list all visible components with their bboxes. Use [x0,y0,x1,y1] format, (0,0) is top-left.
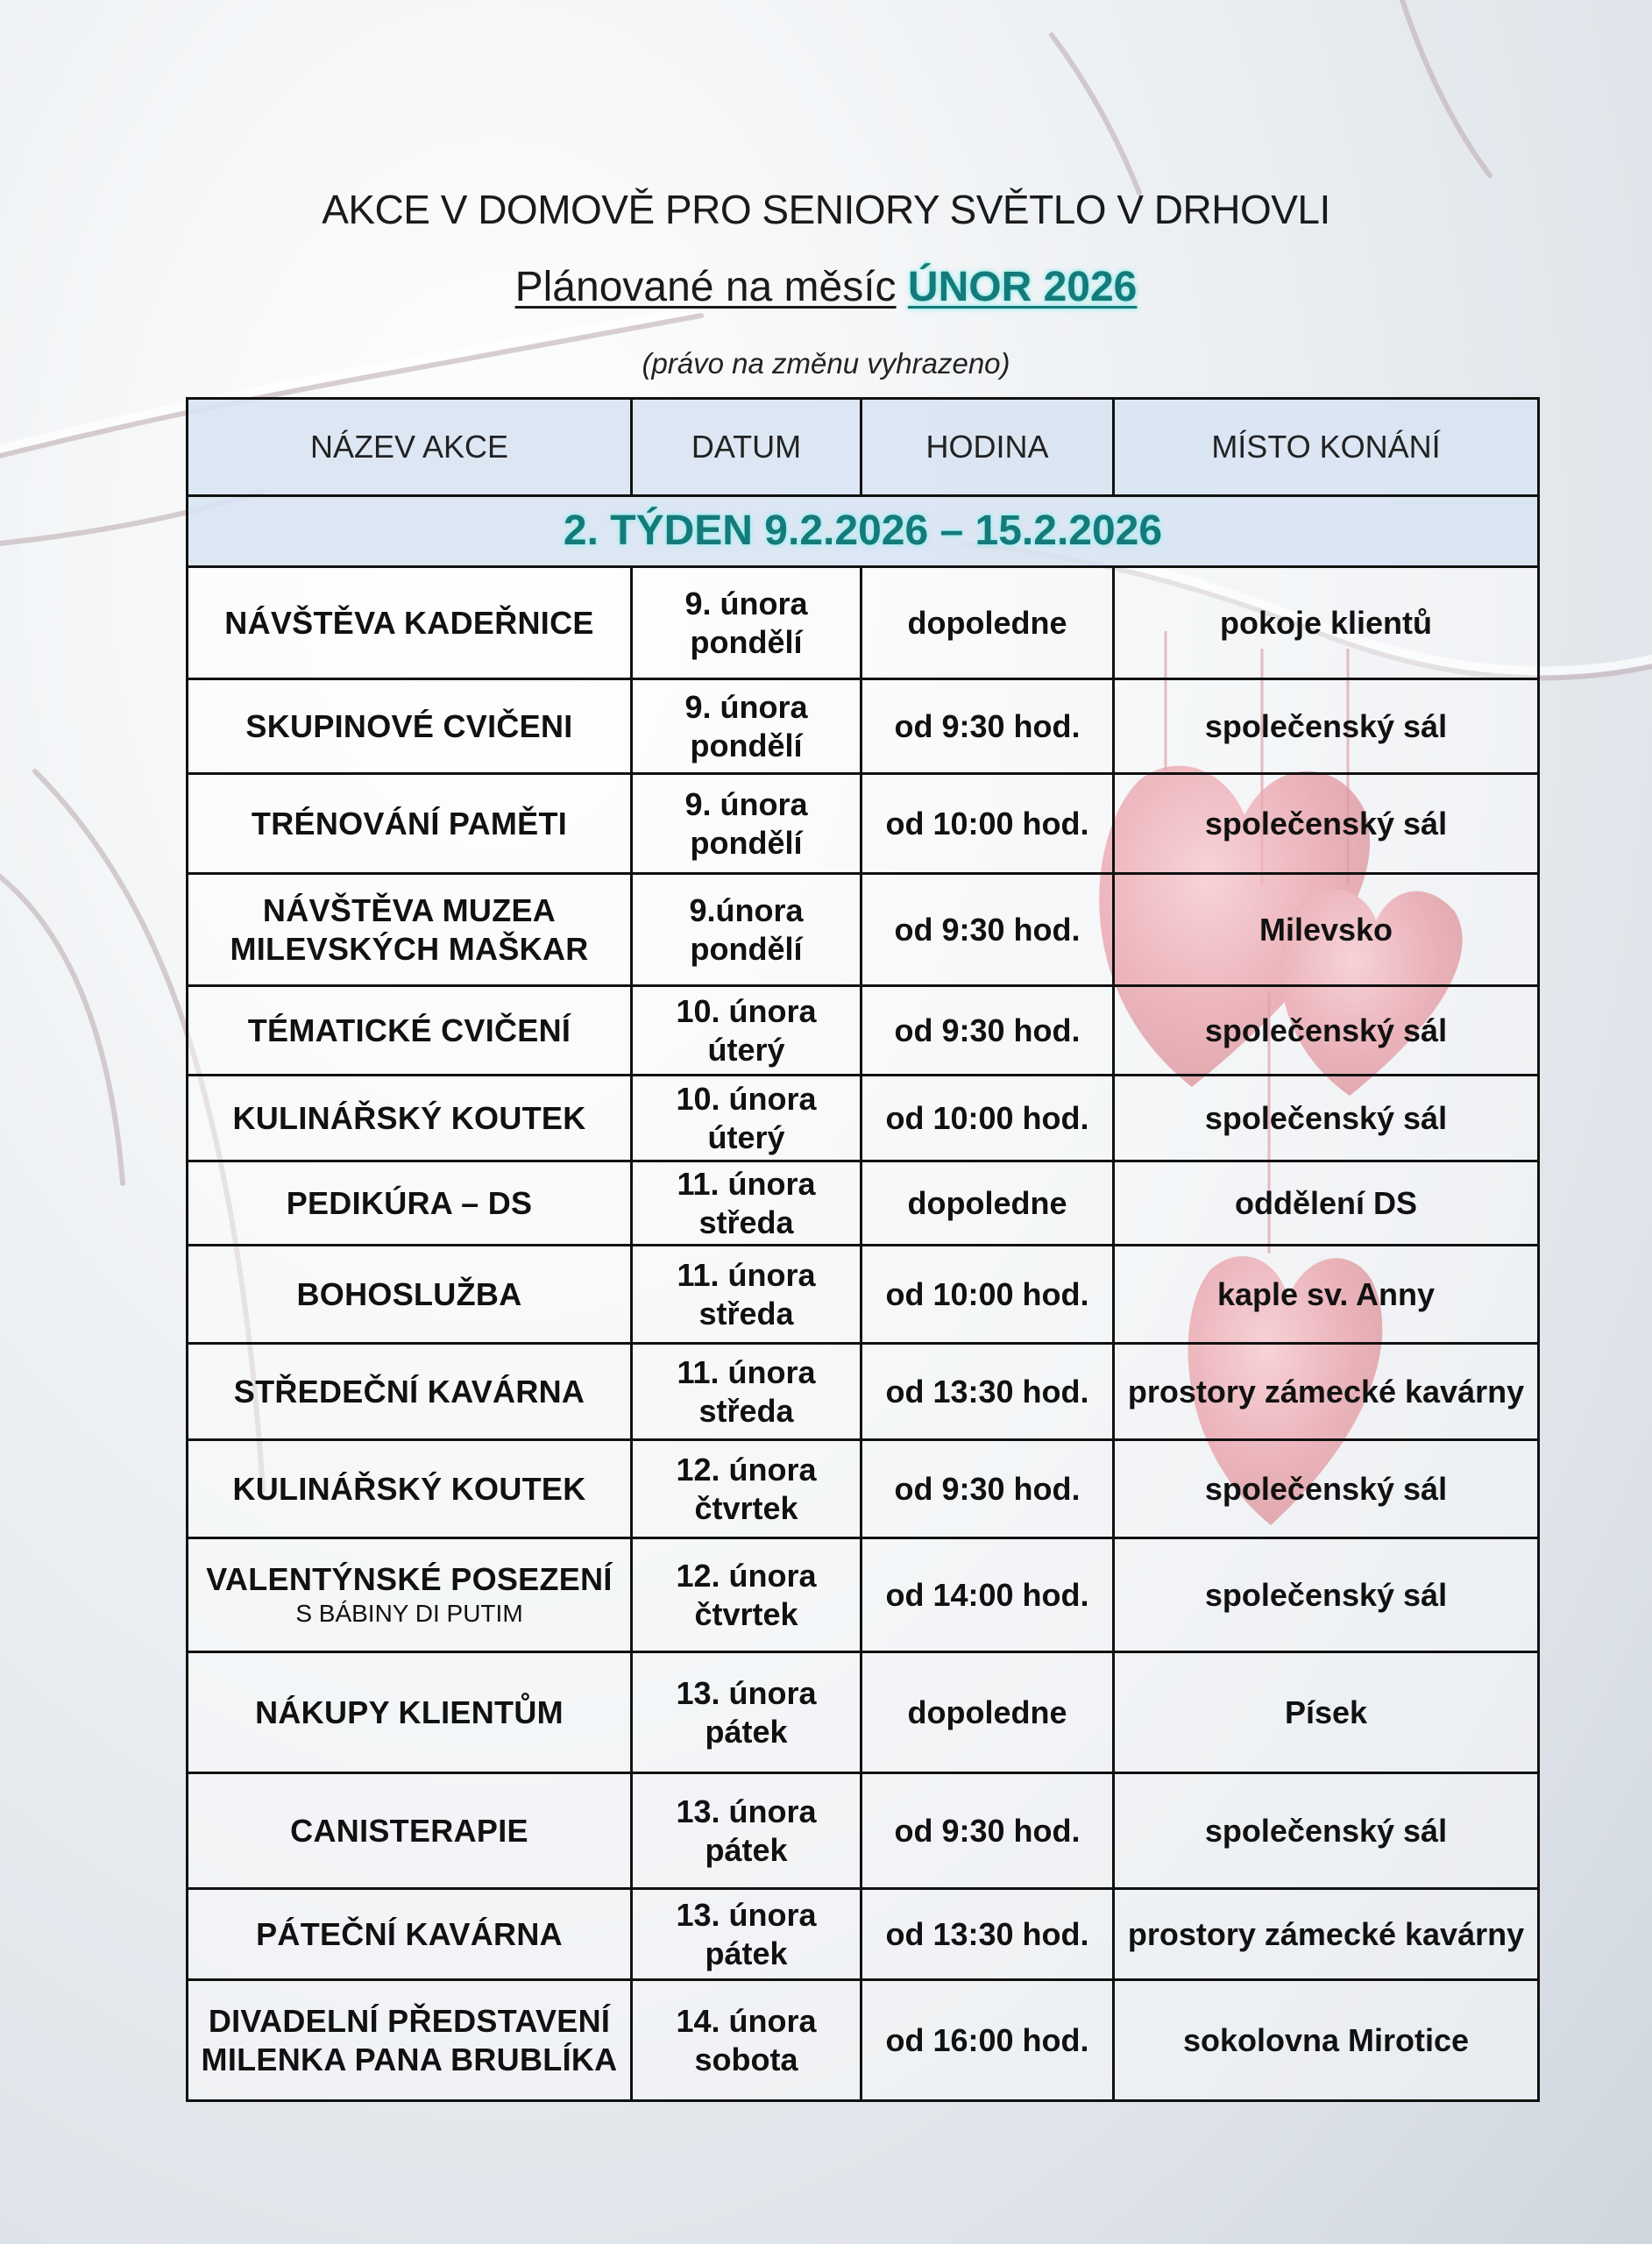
event-name-cell [188,1652,632,1773]
event-date: 9. února [684,585,808,621]
event-time: od 10:00 hod. [861,774,1114,874]
event-place: společenský sál [1114,986,1539,1076]
event-date: 10. února [676,1080,817,1117]
event-name-line2: MILEVSKÝCH MAŠKAR [230,930,589,967]
event-name-cell [188,1889,632,1980]
event-name-cell [188,1076,632,1161]
event-name-cell [188,1538,632,1652]
event-name-cell [188,1440,632,1538]
event-name-cell [188,1980,632,2101]
event-time: od 9:30 hod. [861,1440,1114,1538]
event-name: STŘEDEČNÍ KAVÁRNA [233,1373,585,1410]
table-row [188,567,1539,679]
event-name: SKUPINOVÉ CVIČENI [245,707,573,744]
event-day: středa [698,1295,794,1331]
event-date-cell [632,1246,861,1344]
event-name: VALENTÝNSKÉ POSEZENÍ [206,1561,613,1598]
event-name: PEDIKÚRA – DS [286,1184,533,1221]
event-time: dopoledne [861,1161,1114,1246]
event-place: společenský sál [1114,1773,1539,1889]
event-date-cell [632,679,861,774]
event-date: 12. února [676,1451,817,1488]
change-note: (právo na změnu vyhrazeno) [642,347,1010,380]
event-place: pokoje klientů [1114,567,1539,679]
week-row [188,496,1539,567]
column-header-time: HODINA [861,399,1114,496]
event-date-cell [632,1538,861,1652]
event-day: pátek [705,1831,788,1868]
event-day: čtvrtek [694,1595,798,1632]
event-time: od 16:00 hod. [861,1980,1114,2101]
table-row [188,1538,1539,1652]
event-place: oddělení DS [1114,1161,1539,1246]
event-place: prostory zámecké kavárny [1114,1344,1539,1440]
page-title: AKCE V DOMOVĚ PRO SENIORY SVĚTLO V DRHOVLI [322,187,1330,232]
table-row [188,1161,1539,1246]
table-row [188,874,1539,986]
event-subtitle: S BÁBINY DI PUTIM [295,1600,523,1628]
event-day: úterý [707,1118,785,1155]
event-date: 9.února [689,891,804,928]
event-name: DIVADELNÍ PŘEDSTAVENÍ [208,2002,611,2039]
event-name: BOHOSLUŽBA [296,1275,522,1312]
event-name: KULINÁŘSKÝ KOUTEK [232,1470,586,1507]
event-name-cell [188,774,632,874]
event-date-cell [632,1440,861,1538]
event-date: 13. února [676,1896,817,1933]
event-day: pondělí [690,824,803,861]
event-date: 10. února [676,992,817,1029]
event-date: 13. února [676,1793,817,1829]
table-row [188,1440,1539,1538]
event-name-cell [188,679,632,774]
event-date: 9. února [684,688,808,725]
event-time: od 13:30 hod. [861,1889,1114,1980]
table-row [188,1980,1539,2101]
event-date: 11. února [677,1353,816,1390]
event-date-cell [632,1980,861,2101]
event-date-cell [632,1076,861,1161]
table-row [188,774,1539,874]
event-day: pondělí [690,930,803,967]
event-place: společenský sál [1114,1076,1539,1161]
event-date-cell [632,986,861,1076]
event-name-line2: MILENKA PANA BRUBLÍKA [201,2041,618,2077]
table-row [188,1076,1539,1161]
event-time: od 9:30 hod. [861,874,1114,986]
event-name: KULINÁŘSKÝ KOUTEK [232,1099,586,1136]
event-place: kaple sv. Anny [1114,1246,1539,1344]
week-label: 2. TÝDEN 9.2.2026 – 15.2.2026 [188,496,1539,567]
event-date: 12. února [676,1557,817,1594]
event-place: Písek [1114,1652,1539,1773]
event-time: od 13:30 hod. [861,1344,1114,1440]
event-name: PÁTEČNÍ KAVÁRNA [256,1915,563,1952]
event-day: sobota [694,2041,798,2077]
event-time: od 9:30 hod. [861,679,1114,774]
event-place: prostory zámecké kavárny [1114,1889,1539,1980]
event-date-cell [632,1889,861,1980]
table-row [188,1773,1539,1889]
event-place: společenský sál [1114,774,1539,874]
event-date: 14. února [676,2002,817,2039]
event-time: dopoledne [861,1652,1114,1773]
table-row [188,1344,1539,1440]
event-place: společenský sál [1114,1538,1539,1652]
table-header-row [188,399,1539,496]
event-date: 13. února [676,1674,817,1711]
event-place: sokolovna Mirotice [1114,1980,1539,2101]
event-name: TÉMATICKÉ CVIČENÍ [247,1012,571,1048]
event-date: 11. února [677,1256,816,1293]
table-row [188,1652,1539,1773]
event-date-cell [632,1344,861,1440]
event-time: od 14:00 hod. [861,1538,1114,1652]
event-date: 11. února [677,1165,816,1202]
event-date: 9. února [684,785,808,822]
event-place: společenský sál [1114,1440,1539,1538]
event-day: středa [698,1204,794,1240]
event-name-cell [188,1246,632,1344]
event-name-cell [188,1161,632,1246]
subtitle-month: ÚNOR 2026 [907,264,1138,310]
events-table [186,397,1540,2102]
event-name: NÁVŠTĚVA KADEŘNICE [224,604,594,641]
event-date-cell [632,1652,861,1773]
column-header-place: MÍSTO KONÁNÍ [1114,399,1539,496]
event-date-cell [632,1773,861,1889]
event-name: TRÉNOVÁNÍ PAMĚTI [251,805,568,842]
event-place: společenský sál [1114,679,1539,774]
event-date-cell [632,567,861,679]
event-place: Milevsko [1114,874,1539,986]
event-date-cell [632,774,861,874]
table-row [188,1889,1539,1980]
event-name-cell [188,986,632,1076]
event-name: NÁKUPY KLIENTŮM [255,1694,564,1730]
event-name: NÁVŠTĚVA MUZEA [262,891,557,928]
event-day: úterý [707,1031,785,1068]
event-day: středa [698,1392,794,1429]
event-time: od 10:00 hod. [861,1076,1114,1161]
event-time: od 9:30 hod. [861,1773,1114,1889]
column-header-date: DATUM [632,399,861,496]
table-row [188,679,1539,774]
event-date-cell [632,1161,861,1246]
event-day: pátek [705,1935,788,1971]
event-name-cell [188,567,632,679]
event-name-cell [188,874,632,986]
event-name: CANISTERAPIE [290,1812,528,1849]
event-time: od 10:00 hod. [861,1246,1114,1344]
event-date-cell [632,874,861,986]
event-day: pátek [705,1713,788,1750]
page-subtitle [0,263,1652,311]
event-name-cell [188,1773,632,1889]
table-row [188,986,1539,1076]
table-row [188,1246,1539,1344]
subtitle-prefix: Plánované na měsíc [514,264,897,310]
event-name-cell [188,1344,632,1440]
event-day: čtvrtek [694,1489,798,1526]
column-header-name: NÁZEV AKCE [188,399,632,496]
event-time: dopoledne [861,567,1114,679]
event-day: pondělí [690,727,803,763]
event-time: od 9:30 hod. [861,986,1114,1076]
event-day: pondělí [690,623,803,660]
